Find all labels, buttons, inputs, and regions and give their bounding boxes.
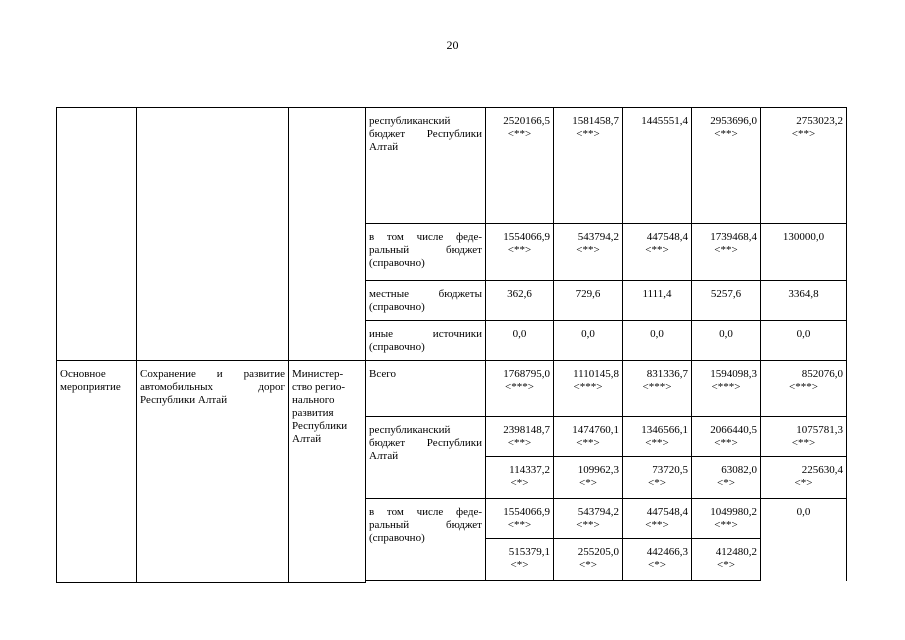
value-cell: 5257,6: [692, 281, 761, 321]
value-cell: 447548,4 <**>: [623, 499, 692, 539]
value-cell: 2520166,5 <**>: [486, 108, 554, 224]
value-cell: 543794,2 <**>: [554, 224, 623, 281]
table-row: [57, 108, 847, 224]
funding-source-cell: республиканский бюджет Республики Алтай: [366, 417, 486, 499]
value-cell: 114337,2 <*>: [486, 457, 554, 499]
funding-source-cell: в том числе феде-ральный бюджет (справочно): [366, 499, 486, 581]
value-cell: 412480,2 <*>: [692, 539, 761, 581]
value-cell: 255205,0 <*>: [554, 539, 623, 581]
value-cell: 0,0: [486, 321, 554, 361]
value-cell: 447548,4 <**>: [623, 224, 692, 281]
value-cell: 0,0: [692, 321, 761, 361]
value-cell: 109962,3 <*>: [554, 457, 623, 499]
value-cell: 0,0: [623, 321, 692, 361]
value-cell: 852076,0 <***>: [761, 361, 847, 417]
funding-source-cell: республиканский бюджет Республики Алтай: [366, 108, 486, 224]
event-type-cell: Основное мероприятие: [57, 361, 137, 583]
value-cell: 1474760,1 <**>: [554, 417, 623, 457]
value-cell: 543794,2 <**>: [554, 499, 623, 539]
value-cell: 2753023,2 <**>: [761, 108, 847, 224]
value-cell: 2953696,0 <**>: [692, 108, 761, 224]
value-cell: 1554066,9 <**>: [486, 224, 554, 281]
table-row: [57, 361, 847, 417]
value-cell: 63082,0 <*>: [692, 457, 761, 499]
value-cell: 73720,5 <*>: [623, 457, 692, 499]
funding-source-cell: местные бюджеты (справочно): [366, 281, 486, 321]
value-cell: 225630,4 <*>: [761, 457, 847, 499]
event-name-cell: Сохранение и развитие автомобильных дорог Республики Алтай: [137, 361, 289, 583]
value-cell: 2066440,5 <**>: [692, 417, 761, 457]
event-type-cell-empty: [57, 108, 137, 361]
value-cell: 1594098,3 <***>: [692, 361, 761, 417]
value-cell: 1110145,8 <***>: [554, 361, 623, 417]
value-cell: 0,0: [554, 321, 623, 361]
value-cell: 2398148,7 <**>: [486, 417, 554, 457]
funding-source-cell: иные источники (справочно): [366, 321, 486, 361]
value-cell: 0,0: [761, 321, 847, 361]
value-cell: 515379,1 <*>: [486, 539, 554, 581]
value-cell: 3364,8: [761, 281, 847, 321]
value-cell: 1346566,1 <**>: [623, 417, 692, 457]
value-cell: 1445551,4: [623, 108, 692, 224]
value-cell: 1111,4: [623, 281, 692, 321]
value-cell: 1554066,9 <**>: [486, 499, 554, 539]
executor-cell-empty: [289, 108, 366, 361]
value-cell: 1075781,3 <**>: [761, 417, 847, 457]
budget-table: [56, 107, 847, 583]
event-name-cell-empty: [137, 108, 289, 361]
executor-cell: Министер-ство регио-нального развития Республики Алтай: [289, 361, 366, 583]
value-cell: 729,6: [554, 281, 623, 321]
value-cell: 1581458,7 <**>: [554, 108, 623, 224]
value-cell: 831336,7 <***>: [623, 361, 692, 417]
cutoff-cell: [366, 581, 847, 583]
value-cell: 130000,0: [761, 224, 847, 281]
funding-source-cell: в том числе феде-ральный бюджет (справочно): [366, 224, 486, 281]
page-number: 20: [446, 38, 459, 52]
value-cell: 1768795,0 <***>: [486, 361, 554, 417]
value-cell: 1739468,4 <**>: [692, 224, 761, 281]
value-cell: 362,6: [486, 281, 554, 321]
value-cell: 442466,3 <*>: [623, 539, 692, 581]
funding-source-cell: Всего: [366, 361, 486, 417]
value-cell: 0,0: [761, 499, 847, 581]
value-cell: 1049980,2 <**>: [692, 499, 761, 539]
